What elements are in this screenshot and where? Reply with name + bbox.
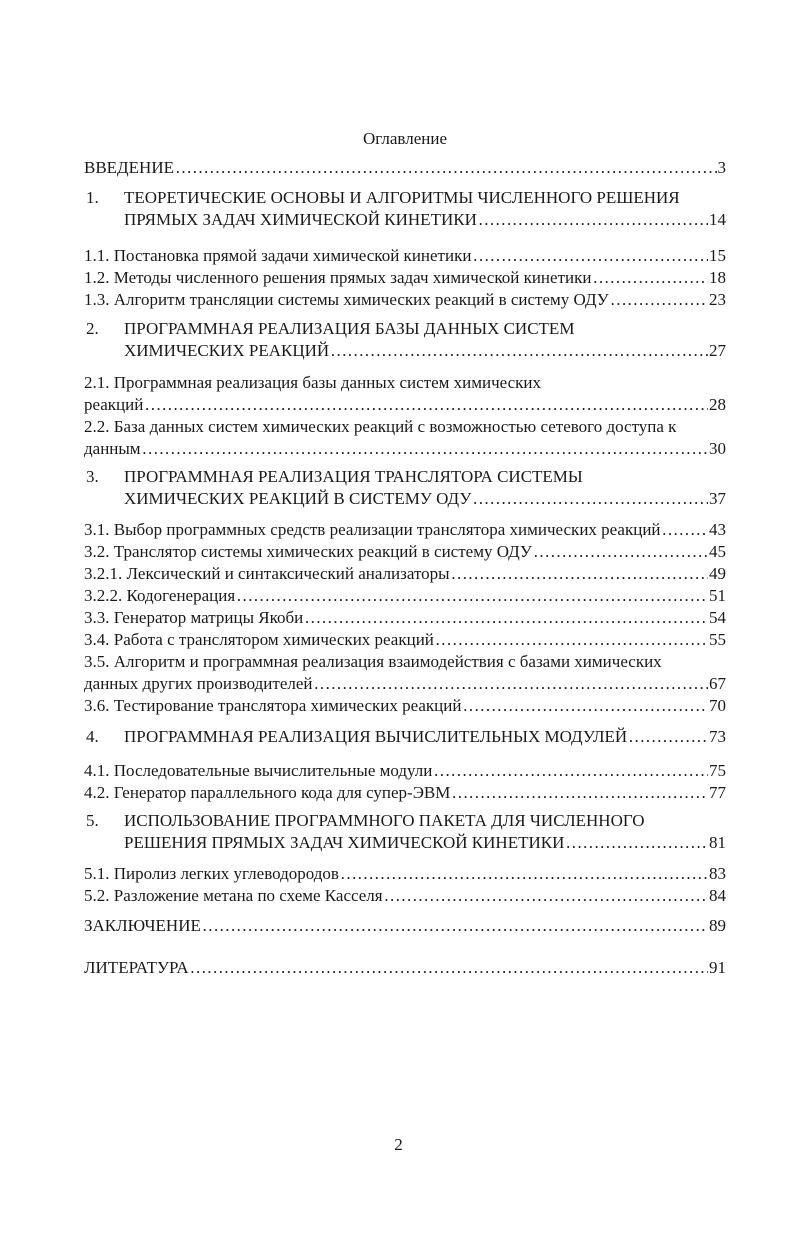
entry-title: 4.2. Генератор параллельного кода для супер-ЭВМ xyxy=(84,783,451,802)
entry-title: ВВЕДЕНИЕ xyxy=(84,158,174,177)
entry-title: 1.2. Методы численного решения прямых задач химической кинетики xyxy=(84,268,592,287)
entry-title-line1: 3.5. Алгоритм и программная реализация взаимодействия с базами химических xyxy=(84,652,662,671)
toc-entry-chapter-3[interactable] xyxy=(84,466,726,510)
entry-title: 3.4. Работа с транслятором химических реакций xyxy=(84,630,434,649)
chapter-title-line1: ТЕОРЕТИЧЕСКИЕ ОСНОВЫ И АЛГОРИТМЫ ЧИСЛЕННОГО РЕШЕНИЯ xyxy=(124,188,680,207)
entry-page: 54 xyxy=(709,608,726,627)
toc-entry-2-2[interactable] xyxy=(84,416,726,460)
toc-entry-3-2-1[interactable] xyxy=(84,563,726,585)
toc-entry-5-1[interactable] xyxy=(84,863,726,885)
entry-title: 1.3. Алгоритм трансляции системы химических реакций в систему ОДУ xyxy=(84,290,609,309)
entry-page: 70 xyxy=(709,696,726,715)
dot-leader xyxy=(472,488,708,510)
toc-entry-4-1[interactable] xyxy=(84,760,726,782)
entry-title: 4.1. Последовательные вычислительные модули xyxy=(84,761,433,780)
entry-page: 81 xyxy=(709,833,726,852)
toc-entry-1-3[interactable] xyxy=(84,289,726,311)
entry-page: 73 xyxy=(709,727,726,746)
entry-page: 67 xyxy=(709,674,726,693)
chapter-title: ПРОГРАММНАЯ РЕАЛИЗАЦИЯ ВЫЧИСЛИТЕЛЬНЫХ МОДУЛЕЙ xyxy=(124,727,628,746)
dot-leader xyxy=(610,289,708,311)
toc-title: Оглавление xyxy=(363,129,447,148)
entry-title-line1: 2.2. База данных систем химических реакций с возможностью сетевого доступа к xyxy=(84,417,677,436)
dot-leader xyxy=(662,519,708,541)
dot-leader xyxy=(314,673,709,695)
entry-title-line2: реакций xyxy=(84,395,144,414)
toc-entry-3-2-2[interactable] xyxy=(84,585,726,607)
entry-page: 15 xyxy=(709,246,726,265)
toc-entry-conclusion[interactable] xyxy=(84,915,726,937)
dot-leader xyxy=(533,541,708,563)
page-number: 2 xyxy=(394,1135,403,1154)
dot-leader xyxy=(435,629,708,651)
toc-entry-chapter-4[interactable] xyxy=(84,726,726,748)
chapter-title-line2: ХИМИЧЕСКИХ РЕАКЦИЙ xyxy=(124,341,330,360)
toc-entry-chapter-5[interactable] xyxy=(84,810,726,854)
entry-title: 3.1. Выбор программных средств реализации транслятора химических реакций xyxy=(84,520,661,539)
entry-title-line2: данных других производителей xyxy=(84,674,313,693)
entry-title: 1.1. Постановка прямой задачи химической кинетики xyxy=(84,246,472,265)
dot-leader xyxy=(330,340,708,362)
toc-entry-references[interactable] xyxy=(84,957,726,979)
chapter-number: 4. xyxy=(86,727,99,746)
dot-leader xyxy=(384,885,708,907)
entry-title: 5.1. Пиролиз легких углеводородов xyxy=(84,864,339,883)
chapter-number: 5. xyxy=(86,811,99,830)
toc-entry-4-2[interactable] xyxy=(84,782,726,804)
entry-page: 28 xyxy=(709,395,726,414)
dot-leader xyxy=(236,585,708,607)
toc-entry-chapter-1[interactable] xyxy=(84,187,726,231)
toc-entry-3-6[interactable] xyxy=(84,695,726,717)
dot-leader xyxy=(340,863,708,885)
entry-title: ЛИТЕРАТУРА xyxy=(84,958,189,977)
entry-page: 45 xyxy=(709,542,726,561)
entry-title: 3.2.1. Лексический и синтаксический анализаторы xyxy=(84,564,450,583)
entry-title: ЗАКЛЮЧЕНИЕ xyxy=(84,916,201,935)
chapter-title-line1: ПРОГРАММНАЯ РЕАЛИЗАЦИЯ БАЗЫ ДАННЫХ СИСТЕМ xyxy=(124,319,575,338)
chapter-number: 2. xyxy=(86,319,99,338)
entry-page: 77 xyxy=(709,783,726,802)
dot-leader xyxy=(478,209,708,231)
entry-page: 30 xyxy=(709,439,726,458)
dot-leader xyxy=(144,394,708,416)
toc-entry-1-2[interactable] xyxy=(84,267,726,289)
chapter-title-line1: ПРОГРАММНАЯ РЕАЛИЗАЦИЯ ТРАНСЛЯТОРА СИСТЕМЫ xyxy=(124,467,583,486)
toc-entry-3-2[interactable] xyxy=(84,541,726,563)
entry-page: 51 xyxy=(709,586,726,605)
entry-page: 3 xyxy=(717,158,726,177)
entry-title: 5.2. Разложение метана по схеме Касселя xyxy=(84,886,383,905)
dot-leader xyxy=(592,267,708,289)
chapter-title-line2: ХИМИЧЕСКИХ РЕАКЦИЙ В СИСТЕМУ ОДУ xyxy=(124,489,472,508)
entry-title: 3.6. Тестирование транслятора химических реакций xyxy=(84,696,462,715)
dot-leader xyxy=(190,957,708,979)
toc-entry-3-4[interactable] xyxy=(84,629,726,651)
chapter-title-line2: РЕШЕНИЯ ПРЯМЫХ ЗАДАЧ ХИМИЧЕСКОЙ КИНЕТИКИ xyxy=(124,833,565,852)
dot-leader xyxy=(451,782,708,804)
toc-entry-introduction[interactable] xyxy=(84,157,726,179)
entry-page: 84 xyxy=(709,886,726,905)
entry-page: 37 xyxy=(709,489,726,508)
toc-entry-3-1[interactable] xyxy=(84,519,726,541)
entry-title-line2: данным xyxy=(84,439,141,458)
entry-page: 23 xyxy=(709,290,726,309)
dot-leader xyxy=(565,832,708,854)
chapter-number: 1. xyxy=(86,188,99,207)
entry-page: 89 xyxy=(709,916,726,935)
toc-entry-1-1[interactable] xyxy=(84,245,726,267)
dot-leader xyxy=(142,438,708,460)
dot-leader xyxy=(472,245,708,267)
toc-entry-5-2[interactable] xyxy=(84,885,726,907)
dot-leader xyxy=(175,157,717,179)
toc-entry-3-3[interactable] xyxy=(84,607,726,629)
toc-entry-chapter-2[interactable] xyxy=(84,318,726,362)
entry-page: 43 xyxy=(709,520,726,539)
entry-page: 83 xyxy=(709,864,726,883)
entry-page: 14 xyxy=(709,210,726,229)
dot-leader xyxy=(202,915,708,937)
entry-page: 75 xyxy=(709,761,726,780)
toc-entry-3-5[interactable] xyxy=(84,651,726,695)
entry-title-line1: 2.1. Программная реализация базы данных систем химических xyxy=(84,373,542,392)
dot-leader xyxy=(451,563,708,585)
dot-leader xyxy=(462,695,708,717)
entry-page: 55 xyxy=(709,630,726,649)
entry-page: 91 xyxy=(709,958,726,977)
dot-leader xyxy=(304,607,708,629)
entry-title: 3.3. Генератор матрицы Якоби xyxy=(84,608,304,627)
entry-title: 3.2.2. Кодогенерация xyxy=(84,586,236,605)
entry-page: 49 xyxy=(709,564,726,583)
entry-title: 3.2. Транслятор системы химических реакций в систему ОДУ xyxy=(84,542,532,561)
entry-page: 18 xyxy=(709,268,726,287)
toc-entry-2-1[interactable] xyxy=(84,372,726,416)
chapter-number: 3. xyxy=(86,467,99,486)
entry-page: 27 xyxy=(709,341,726,360)
chapter-title-line2: ПРЯМЫХ ЗАДАЧ ХИМИЧЕСКОЙ КИНЕТИКИ xyxy=(124,210,477,229)
dot-leader xyxy=(628,726,708,748)
dot-leader xyxy=(433,760,708,782)
chapter-title-line1: ИСПОЛЬЗОВАНИЕ ПРОГРАММНОГО ПАКЕТА ДЛЯ ЧИСЛЕННОГО xyxy=(124,811,645,830)
